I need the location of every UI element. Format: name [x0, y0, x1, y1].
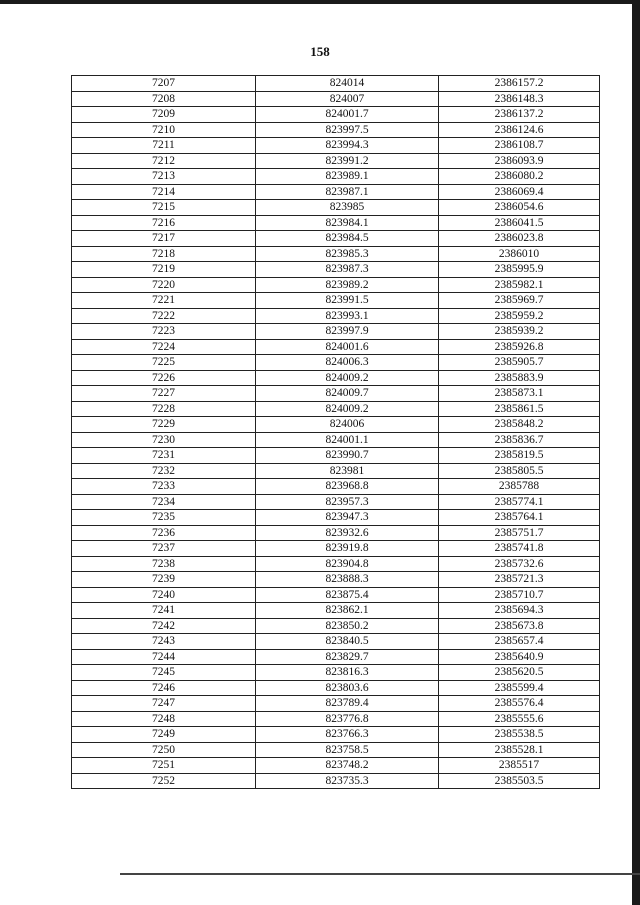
point-id-cell: 7245	[72, 665, 256, 681]
point-id-cell: 7221	[72, 293, 256, 309]
table-row	[72, 324, 600, 340]
x-coordinate-cell: 823985.3	[256, 246, 439, 262]
table-row	[72, 711, 600, 727]
x-coordinate-cell: 823989.1	[256, 169, 439, 185]
x-coordinate-cell: 823997.5	[256, 122, 439, 138]
point-id-cell: 7208	[72, 91, 256, 107]
x-coordinate-cell: 823758.5	[256, 742, 439, 758]
table-row	[72, 727, 600, 743]
scan-edge-top	[0, 0, 640, 4]
x-coordinate-cell: 824009.2	[256, 401, 439, 417]
x-coordinate-cell: 823776.8	[256, 711, 439, 727]
y-coordinate-cell: 2385959.2	[439, 308, 600, 324]
x-coordinate-cell: 823991.2	[256, 153, 439, 169]
y-coordinate-cell: 2385538.5	[439, 727, 600, 743]
point-id-cell: 7244	[72, 649, 256, 665]
table-row	[72, 308, 600, 324]
x-coordinate-cell: 823990.7	[256, 448, 439, 464]
point-id-cell: 7211	[72, 138, 256, 154]
y-coordinate-cell: 2386148.3	[439, 91, 600, 107]
point-id-cell: 7237	[72, 541, 256, 557]
point-id-cell: 7226	[72, 370, 256, 386]
y-coordinate-cell: 2385848.2	[439, 417, 600, 433]
table-row	[72, 91, 600, 107]
table-row	[72, 634, 600, 650]
table-row	[72, 401, 600, 417]
x-coordinate-cell: 824006	[256, 417, 439, 433]
y-coordinate-cell: 2385657.4	[439, 634, 600, 650]
point-id-cell: 7231	[72, 448, 256, 464]
y-coordinate-cell: 2385861.5	[439, 401, 600, 417]
y-coordinate-cell: 2385528.1	[439, 742, 600, 758]
table-row	[72, 339, 600, 355]
x-coordinate-cell: 823850.2	[256, 618, 439, 634]
table-row	[72, 386, 600, 402]
x-coordinate-cell: 823803.6	[256, 680, 439, 696]
table-row	[72, 618, 600, 634]
x-coordinate-cell: 823993.1	[256, 308, 439, 324]
point-id-cell: 7228	[72, 401, 256, 417]
table-row	[72, 277, 600, 293]
table-row	[72, 169, 600, 185]
point-id-cell: 7212	[72, 153, 256, 169]
point-id-cell: 7236	[72, 525, 256, 541]
table-row	[72, 293, 600, 309]
x-coordinate-cell: 823919.8	[256, 541, 439, 557]
y-coordinate-cell: 2385982.1	[439, 277, 600, 293]
point-id-cell: 7223	[72, 324, 256, 340]
point-id-cell: 7247	[72, 696, 256, 712]
point-id-cell: 7252	[72, 773, 256, 789]
point-id-cell: 7234	[72, 494, 256, 510]
y-coordinate-cell: 2385764.1	[439, 510, 600, 526]
y-coordinate-cell: 2385732.6	[439, 556, 600, 572]
y-coordinate-cell: 2386108.7	[439, 138, 600, 154]
point-id-cell: 7227	[72, 386, 256, 402]
point-id-cell: 7230	[72, 432, 256, 448]
y-coordinate-cell: 2386041.5	[439, 215, 600, 231]
y-coordinate-cell: 2385640.9	[439, 649, 600, 665]
point-id-cell: 7243	[72, 634, 256, 650]
x-coordinate-cell: 823987.1	[256, 184, 439, 200]
point-id-cell: 7224	[72, 339, 256, 355]
point-id-cell: 7209	[72, 107, 256, 123]
x-coordinate-cell: 824001.7	[256, 107, 439, 123]
point-id-cell: 7214	[72, 184, 256, 200]
table-row	[72, 355, 600, 371]
point-id-cell: 7210	[72, 122, 256, 138]
table-row	[72, 231, 600, 247]
x-coordinate-cell: 823789.4	[256, 696, 439, 712]
y-coordinate-cell: 2386023.8	[439, 231, 600, 247]
table-row	[72, 773, 600, 789]
y-coordinate-cell: 2386010	[439, 246, 600, 262]
point-id-cell: 7251	[72, 758, 256, 774]
x-coordinate-cell: 824001.6	[256, 339, 439, 355]
table-row	[72, 262, 600, 278]
y-coordinate-cell: 2386124.6	[439, 122, 600, 138]
x-coordinate-cell: 823984.5	[256, 231, 439, 247]
x-coordinate-cell: 823932.6	[256, 525, 439, 541]
table-row	[72, 510, 600, 526]
x-coordinate-cell: 823888.3	[256, 572, 439, 588]
x-coordinate-cell: 824001.1	[256, 432, 439, 448]
point-id-cell: 7238	[72, 556, 256, 572]
table-row	[72, 107, 600, 123]
y-coordinate-cell: 2385673.8	[439, 618, 600, 634]
table-row	[72, 448, 600, 464]
x-coordinate-cell: 823985	[256, 200, 439, 216]
y-coordinate-cell: 2386137.2	[439, 107, 600, 123]
y-coordinate-cell: 2385819.5	[439, 448, 600, 464]
table-row	[72, 479, 600, 495]
point-id-cell: 7242	[72, 618, 256, 634]
table-row	[72, 122, 600, 138]
scan-edge-right	[632, 0, 640, 905]
table-row	[72, 649, 600, 665]
table-row	[72, 665, 600, 681]
table-row	[72, 138, 600, 154]
page-number: 158	[310, 44, 330, 59]
x-coordinate-cell: 823987.3	[256, 262, 439, 278]
y-coordinate-cell: 2385555.6	[439, 711, 600, 727]
x-coordinate-cell: 823766.3	[256, 727, 439, 743]
x-coordinate-cell: 823989.2	[256, 277, 439, 293]
table-row	[72, 494, 600, 510]
coordinate-table	[71, 75, 600, 789]
y-coordinate-cell: 2385694.3	[439, 603, 600, 619]
y-coordinate-cell: 2385969.7	[439, 293, 600, 309]
table-row	[72, 76, 600, 92]
point-id-cell: 7232	[72, 463, 256, 479]
table-row	[72, 572, 600, 588]
y-coordinate-cell: 2386157.2	[439, 76, 600, 92]
y-coordinate-cell: 2385883.9	[439, 370, 600, 386]
point-id-cell: 7249	[72, 727, 256, 743]
y-coordinate-cell: 2385721.3	[439, 572, 600, 588]
y-coordinate-cell: 2385939.2	[439, 324, 600, 340]
table-row	[72, 417, 600, 433]
y-coordinate-cell: 2386054.6	[439, 200, 600, 216]
y-coordinate-cell: 2386080.2	[439, 169, 600, 185]
y-coordinate-cell: 2386093.9	[439, 153, 600, 169]
x-coordinate-cell: 823904.8	[256, 556, 439, 572]
table-row	[72, 587, 600, 603]
table-row	[72, 758, 600, 774]
x-coordinate-cell: 823840.5	[256, 634, 439, 650]
scan-edge-bottom	[120, 873, 640, 875]
x-coordinate-cell: 823862.1	[256, 603, 439, 619]
table-row	[72, 742, 600, 758]
table-row	[72, 541, 600, 557]
x-coordinate-cell: 824009.2	[256, 370, 439, 386]
point-id-cell: 7225	[72, 355, 256, 371]
table-row	[72, 432, 600, 448]
x-coordinate-cell: 823829.7	[256, 649, 439, 665]
y-coordinate-cell: 2385788	[439, 479, 600, 495]
x-coordinate-cell: 824009.7	[256, 386, 439, 402]
point-id-cell: 7207	[72, 76, 256, 92]
y-coordinate-cell: 2385599.4	[439, 680, 600, 696]
y-coordinate-cell: 2385873.1	[439, 386, 600, 402]
y-coordinate-cell: 2385741.8	[439, 541, 600, 557]
point-id-cell: 7240	[72, 587, 256, 603]
table-row	[72, 556, 600, 572]
point-id-cell: 7235	[72, 510, 256, 526]
x-coordinate-cell: 823875.4	[256, 587, 439, 603]
y-coordinate-cell: 2385805.5	[439, 463, 600, 479]
table-row	[72, 525, 600, 541]
x-coordinate-cell: 824007	[256, 91, 439, 107]
point-id-cell: 7215	[72, 200, 256, 216]
point-id-cell: 7216	[72, 215, 256, 231]
x-coordinate-cell: 823816.3	[256, 665, 439, 681]
y-coordinate-cell: 2385905.7	[439, 355, 600, 371]
y-coordinate-cell: 2385576.4	[439, 696, 600, 712]
y-coordinate-cell: 2385503.5	[439, 773, 600, 789]
point-id-cell: 7241	[72, 603, 256, 619]
y-coordinate-cell: 2385517	[439, 758, 600, 774]
y-coordinate-cell: 2385774.1	[439, 494, 600, 510]
point-id-cell: 7220	[72, 277, 256, 293]
x-coordinate-cell: 823947.3	[256, 510, 439, 526]
point-id-cell: 7239	[72, 572, 256, 588]
x-coordinate-cell: 824006.3	[256, 355, 439, 371]
x-coordinate-cell: 823991.5	[256, 293, 439, 309]
x-coordinate-cell: 823981	[256, 463, 439, 479]
x-coordinate-cell: 823748.2	[256, 758, 439, 774]
x-coordinate-cell: 823984.1	[256, 215, 439, 231]
x-coordinate-cell: 823997.9	[256, 324, 439, 340]
point-id-cell: 7218	[72, 246, 256, 262]
y-coordinate-cell: 2386069.4	[439, 184, 600, 200]
point-id-cell: 7229	[72, 417, 256, 433]
table-row	[72, 153, 600, 169]
point-id-cell: 7213	[72, 169, 256, 185]
point-id-cell: 7217	[72, 231, 256, 247]
y-coordinate-cell: 2385995.9	[439, 262, 600, 278]
table-row	[72, 680, 600, 696]
point-id-cell: 7246	[72, 680, 256, 696]
table-row	[72, 463, 600, 479]
table-row	[72, 184, 600, 200]
x-coordinate-cell: 824014	[256, 76, 439, 92]
table-row	[72, 246, 600, 262]
point-id-cell: 7219	[72, 262, 256, 278]
y-coordinate-cell: 2385620.5	[439, 665, 600, 681]
table-row	[72, 696, 600, 712]
point-id-cell: 7222	[72, 308, 256, 324]
table-row	[72, 215, 600, 231]
x-coordinate-cell: 823968.8	[256, 479, 439, 495]
point-id-cell: 7233	[72, 479, 256, 495]
x-coordinate-cell: 823735.3	[256, 773, 439, 789]
y-coordinate-cell: 2385710.7	[439, 587, 600, 603]
y-coordinate-cell: 2385751.7	[439, 525, 600, 541]
table-row	[72, 200, 600, 216]
point-id-cell: 7248	[72, 711, 256, 727]
x-coordinate-cell: 823957.3	[256, 494, 439, 510]
y-coordinate-cell: 2385836.7	[439, 432, 600, 448]
x-coordinate-cell: 823994.3	[256, 138, 439, 154]
point-id-cell: 7250	[72, 742, 256, 758]
table-row	[72, 370, 600, 386]
table-row	[72, 603, 600, 619]
y-coordinate-cell: 2385926.8	[439, 339, 600, 355]
table-body	[72, 76, 600, 789]
